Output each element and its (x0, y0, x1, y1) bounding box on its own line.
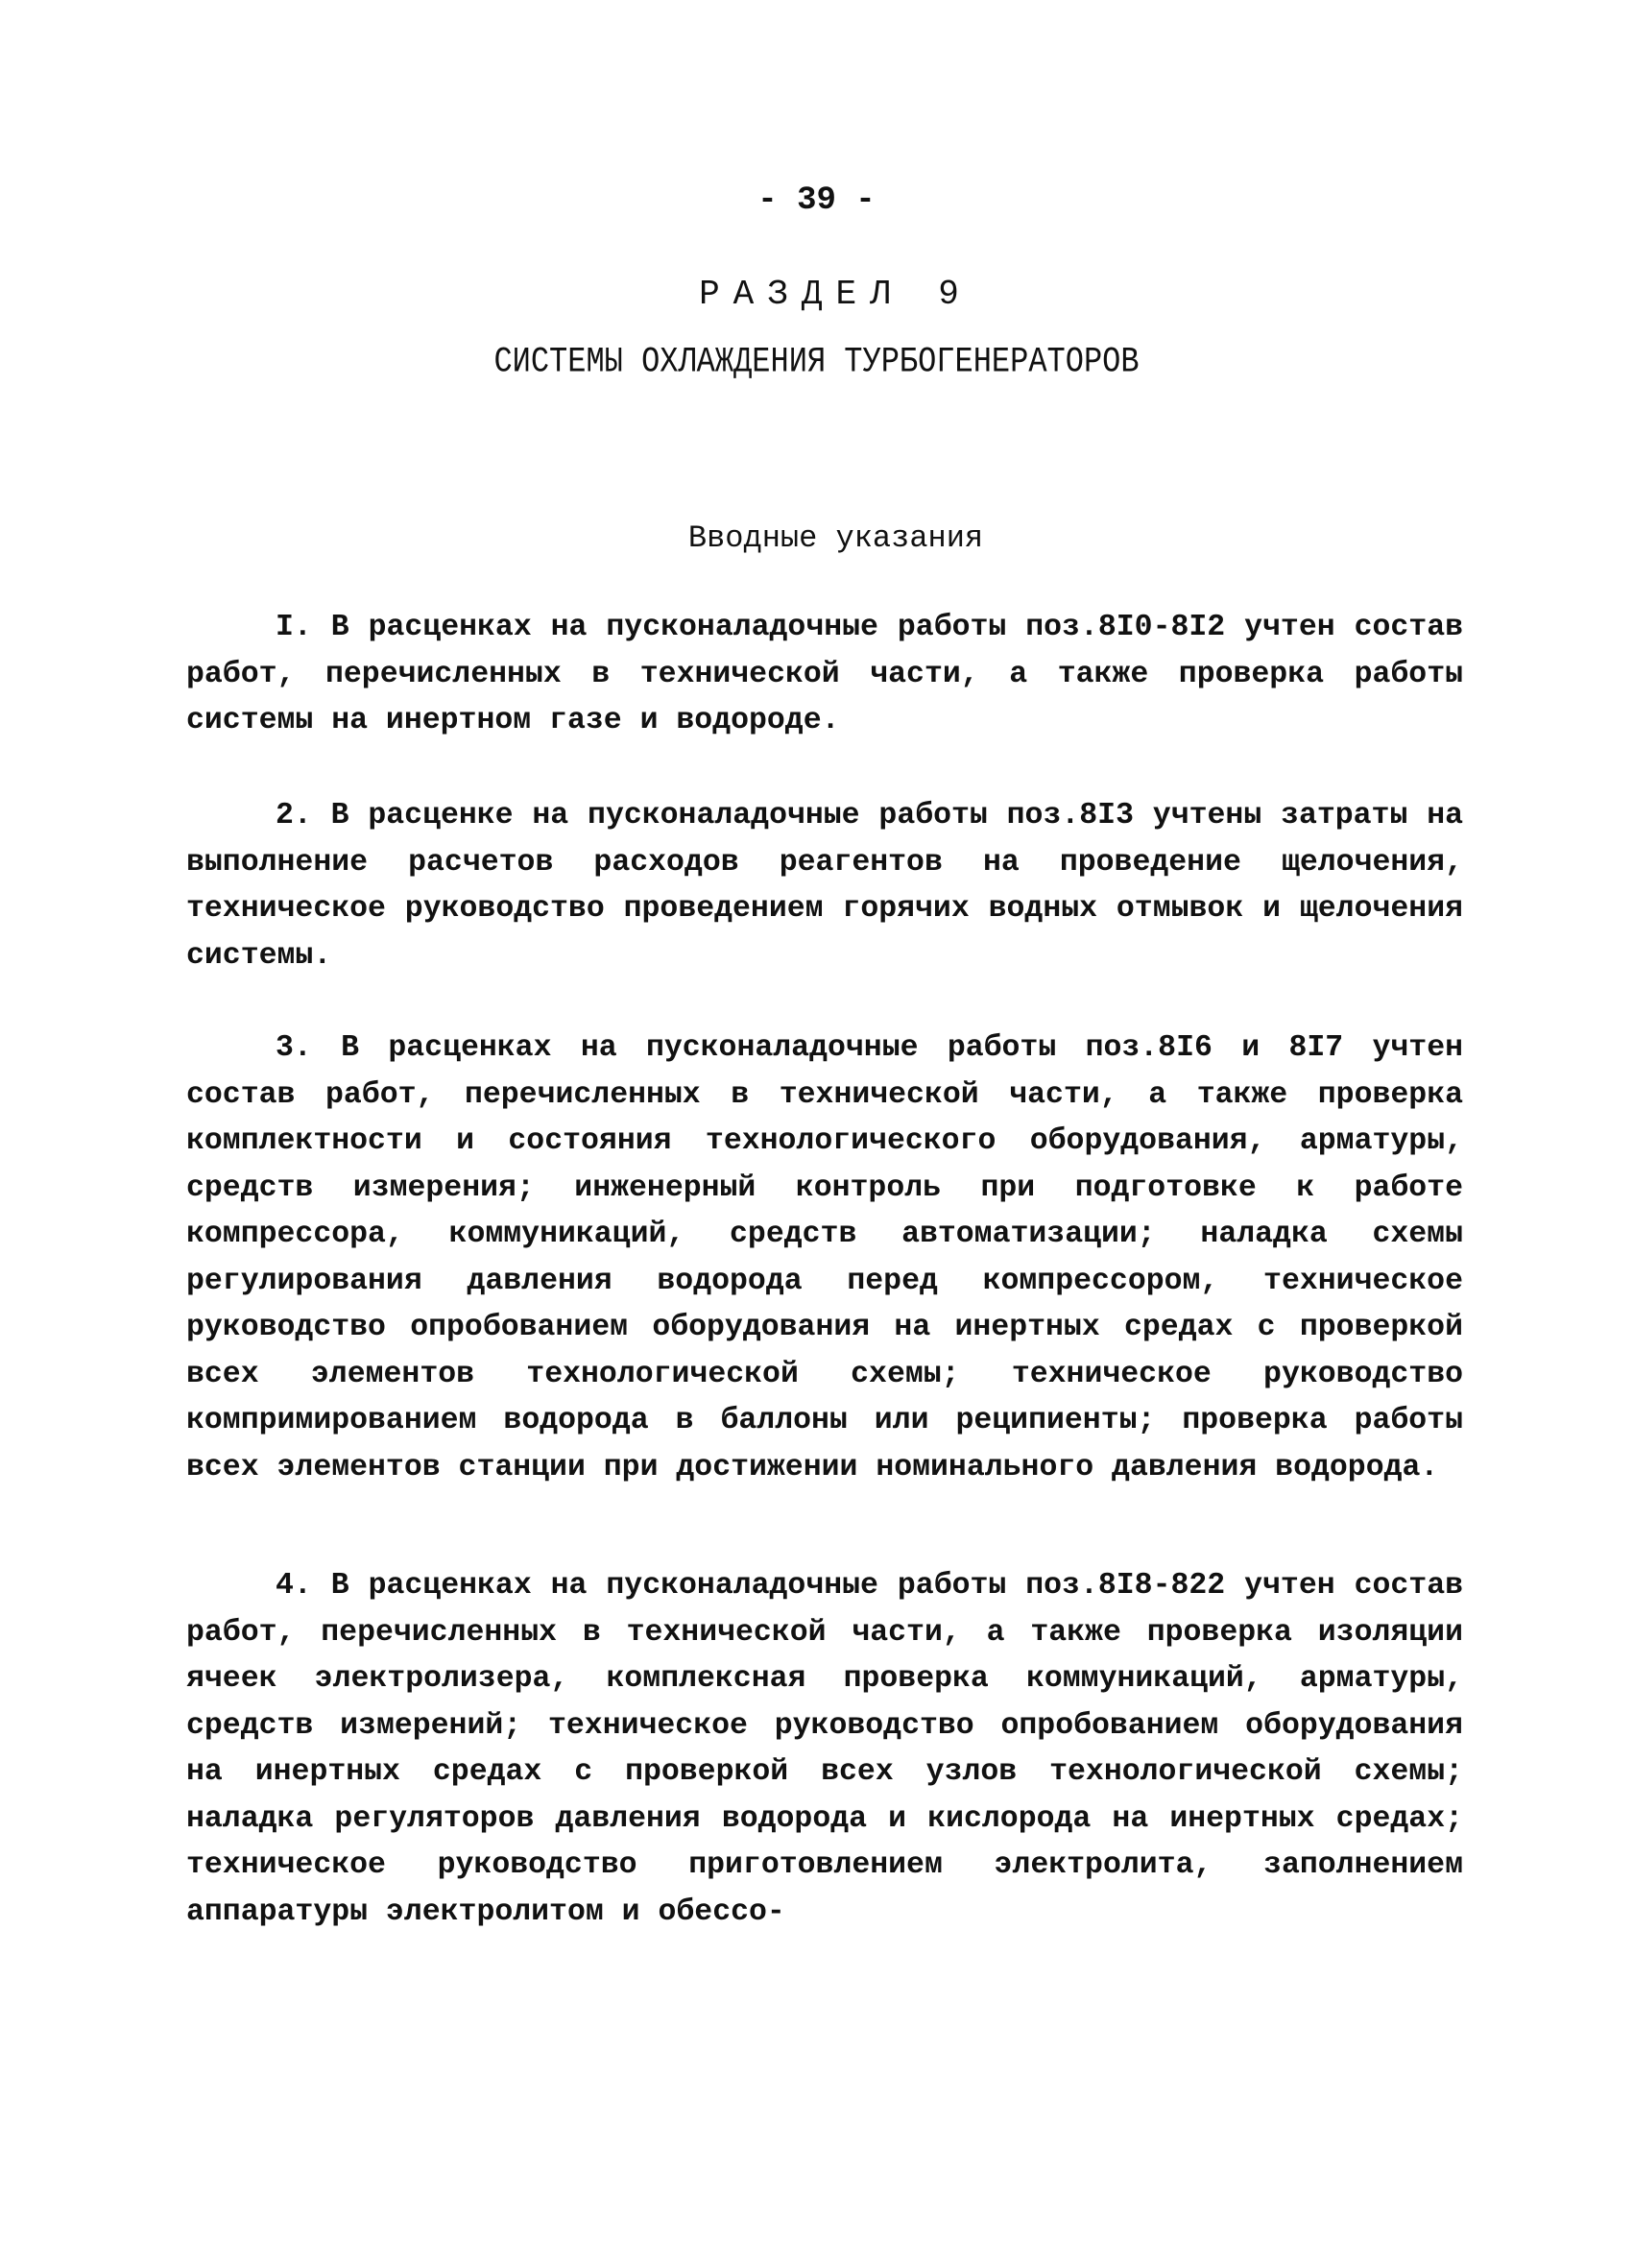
paragraph-1: I. В расценках на пусконаладочные работы поз.8I0-8I2 учтен состав работ, перечисленных в технической части, а также проверка работы системы на инертном газе и водороде. (186, 611, 1463, 737)
section-title: РАЗДЕЛ 9 (699, 275, 973, 314)
paragraph-2: 2. В расценке на пусконаладочные работы поз.8I3 учтены затраты на выполнение расчетов расходов реагентов на проведение щелочения, техническое руководство проведением горячих водных отмывок и щелочения системы. (186, 799, 1463, 973)
section-subtitle: СИСТЕМЫ ОХЛАЖДЕНИЯ ТУРБОГЕНЕРАТОРОВ (493, 341, 1140, 382)
paragraph-3: 3. В расценках на пусконаладочные работы поз.8I6 и 8I7 учтен состав работ, перечисленных в технической части, а также проверка комплектности и состояния технологического оборудования, арматуры, средств измерения; инженерный контроль при подготовке к работе компрессора, коммуникаций, средств автоматизации; наладка схемы регулирования давления водорода перед компрессором, техническое руководство опробованием оборудования на инертных средах с проверкой всех элементов технологической схемы; техническое руководство компримированием водорода в баллоны или реципиенты; проверка работы всех элементов станции при достижении номинального давления водорода. (186, 1031, 1463, 1484)
page-number: - 39 - (757, 182, 876, 219)
intro-heading: Вводные указания (687, 520, 984, 556)
paragraph-4: 4. В расценках на пусконаладочные работы поз.8I8-822 учтен состав работ, перечисленных в технической части, а также проверка изоляции ячеек электролизера, комплексная проверка коммуникаций, арматуры, средств измерений; техническое руководство опробованием оборудования на инертных средах с проверкой всех узлов технологической схемы; наладка регуляторов давления водорода и кислорода на инертных средах; техническое руководство приготовлением электролита, заполнением аппаратуры электролитом и обессо- (186, 1569, 1463, 1929)
